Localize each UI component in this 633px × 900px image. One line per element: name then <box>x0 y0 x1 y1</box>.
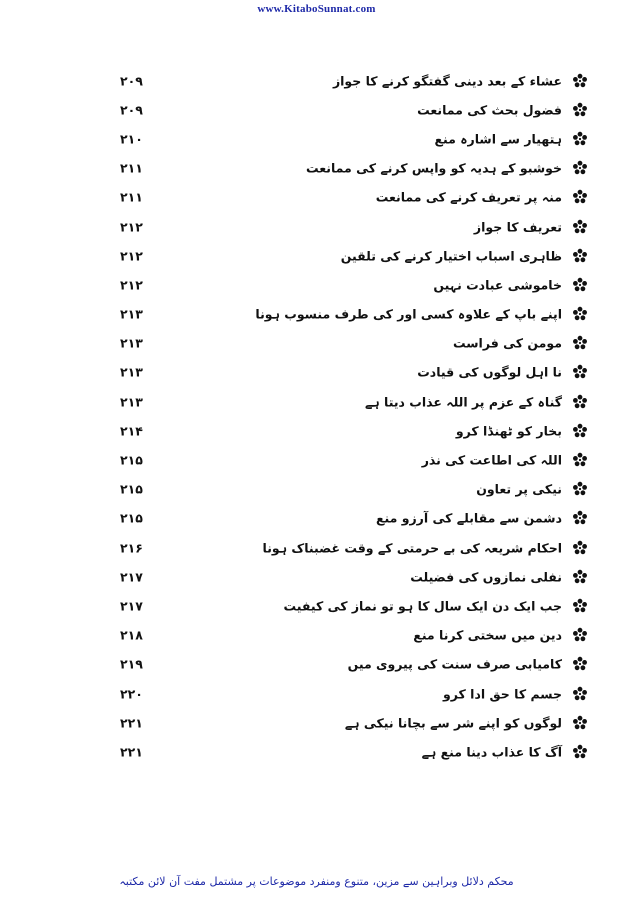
page-number: ۲۱۱ <box>120 160 143 176</box>
toc-entry <box>112 66 592 95</box>
flower-bullet-icon <box>572 540 588 556</box>
page-number: ۲۱۳ <box>120 394 143 410</box>
page-number: ۲۰۹ <box>120 73 143 89</box>
flower-bullet-icon <box>572 744 588 760</box>
page-number: ۲۱۰ <box>120 131 143 147</box>
page-number: ۲۱۷ <box>120 598 143 614</box>
topic-title: لوگوں کو اپنے شر سے بچانا نیکی ہے <box>344 715 562 731</box>
topic-title: نیکی پر تعاون <box>476 481 562 497</box>
topic-title: بخار کو ٹھنڈا کرو <box>455 423 562 439</box>
toc-entry <box>112 445 592 474</box>
page-number: ۲۱۲ <box>120 219 143 235</box>
page-number: ۲۲۰ <box>120 686 143 702</box>
flower-bullet-icon <box>572 686 588 702</box>
page-number: ۲۲۱ <box>120 744 143 760</box>
toc-entry <box>112 124 592 153</box>
toc-entry <box>112 212 592 241</box>
topic-title: کامیابی صرف سنت کی پیروی میں <box>347 656 562 672</box>
topic-title: دشمن سے مقابلے کی آرزو منع <box>375 510 562 526</box>
table-of-contents <box>112 66 592 767</box>
topic-title: ظاہری اسباب اختیار کرنے کی تلقین <box>340 248 562 264</box>
page-number: ۲۱۵ <box>120 510 143 526</box>
topic-title: عشاء کے بعد دینی گفتگو کرنے کا جواز <box>332 73 562 89</box>
toc-entry <box>112 154 592 183</box>
toc-entry <box>112 504 592 533</box>
topic-title: جب ایک دن ایک سال کا ہو تو نماز کی کیفیت <box>283 598 562 614</box>
topic-title: گناہ کے عزم پر اللہ عذاب دیتا ہے <box>365 394 562 410</box>
topic-title: خوشبو کے ہدیہ کو واپس کرنے کی ممانعت <box>306 160 562 176</box>
flower-bullet-icon <box>572 335 588 351</box>
page-number: ۲۱۵ <box>120 481 143 497</box>
footer-tagline: محکم دلائل وبراہین سے مزین، متنوع ومنفرد موضوعات پر مشتمل مفت آن لائن مکتبہ <box>119 875 514 888</box>
topic-title: آگ کا عذاب دینا منع ہے <box>421 744 562 760</box>
page-number: ۲۱۷ <box>120 569 143 585</box>
page-number: ۲۱۳ <box>120 306 143 322</box>
topic-title: خاموشی عبادت نہیں <box>433 277 562 293</box>
toc-entry <box>112 562 592 591</box>
flower-bullet-icon <box>572 627 588 643</box>
toc-entry <box>112 270 592 299</box>
toc-entry <box>112 475 592 504</box>
page-number: ۲۱۱ <box>120 189 143 205</box>
toc-entry <box>112 737 592 766</box>
page-number: ۲۱۶ <box>120 540 143 556</box>
page-number: ۲۱۹ <box>120 656 143 672</box>
toc-entry <box>112 300 592 329</box>
flower-bullet-icon <box>572 394 588 410</box>
toc-entry <box>112 95 592 124</box>
flower-bullet-icon <box>572 160 588 176</box>
topic-title: اپنے باپ کے علاوہ کسی اور کی طرف منسوب ہونا <box>255 306 562 322</box>
toc-entry <box>112 183 592 212</box>
flower-bullet-icon <box>572 102 588 118</box>
topic-title: اللہ کی اطاعت کی نذر <box>421 452 562 468</box>
flower-bullet-icon <box>572 656 588 672</box>
topic-title: دین میں سختی کرنا منع <box>413 627 562 643</box>
topic-title: تعریف کا جواز <box>473 219 562 235</box>
toc-entry <box>112 387 592 416</box>
topic-title: ہتھیار سے اشارہ منع <box>434 131 562 147</box>
page-number: ۲۱۲ <box>120 248 143 264</box>
page-number: ۲۲۱ <box>120 715 143 731</box>
toc-entry <box>112 329 592 358</box>
flower-bullet-icon <box>572 73 588 89</box>
flower-bullet-icon <box>572 306 588 322</box>
topic-title: مومن کی فراست <box>453 335 562 351</box>
page-number: ۲۱۴ <box>120 423 143 439</box>
toc-entry <box>112 533 592 562</box>
flower-bullet-icon <box>572 598 588 614</box>
flower-bullet-icon <box>572 481 588 497</box>
topic-title: فضول بحث کی ممانعت <box>417 102 562 118</box>
toc-entry <box>112 591 592 620</box>
flower-bullet-icon <box>572 277 588 293</box>
page-number: ۲۱۵ <box>120 452 143 468</box>
topic-title: نا اہل لوگوں کی قیادت <box>417 364 562 380</box>
topic-title: جسم کا حق ادا کرو <box>443 686 562 702</box>
flower-bullet-icon <box>572 715 588 731</box>
page-number: ۲۱۳ <box>120 335 143 351</box>
page-number: ۲۱۸ <box>120 627 143 643</box>
flower-bullet-icon <box>572 189 588 205</box>
toc-entry <box>112 650 592 679</box>
page-number: ۲۱۳ <box>120 364 143 380</box>
toc-entry <box>112 241 592 270</box>
toc-entry <box>112 679 592 708</box>
flower-bullet-icon <box>572 423 588 439</box>
toc-entry <box>112 708 592 737</box>
topic-title: احکام شریعہ کی بے حرمتی کے وقت غضبناک ہونا <box>262 540 562 556</box>
page-number: ۲۱۲ <box>120 277 143 293</box>
header-url[interactable]: www.KitaboSunnat.com <box>257 3 376 15</box>
flower-bullet-icon <box>572 131 588 147</box>
flower-bullet-icon <box>572 510 588 526</box>
toc-entry <box>112 416 592 445</box>
flower-bullet-icon <box>572 452 588 468</box>
toc-entry <box>112 621 592 650</box>
page-number: ۲۰۹ <box>120 102 143 118</box>
flower-bullet-icon <box>572 364 588 380</box>
toc-entry <box>112 358 592 387</box>
flower-bullet-icon <box>572 219 588 235</box>
topic-title: نفلی نمازوں کی فضیلت <box>410 569 562 585</box>
flower-bullet-icon <box>572 569 588 585</box>
topic-title: منہ پر تعریف کرنے کی ممانعت <box>375 189 562 205</box>
flower-bullet-icon <box>572 248 588 264</box>
